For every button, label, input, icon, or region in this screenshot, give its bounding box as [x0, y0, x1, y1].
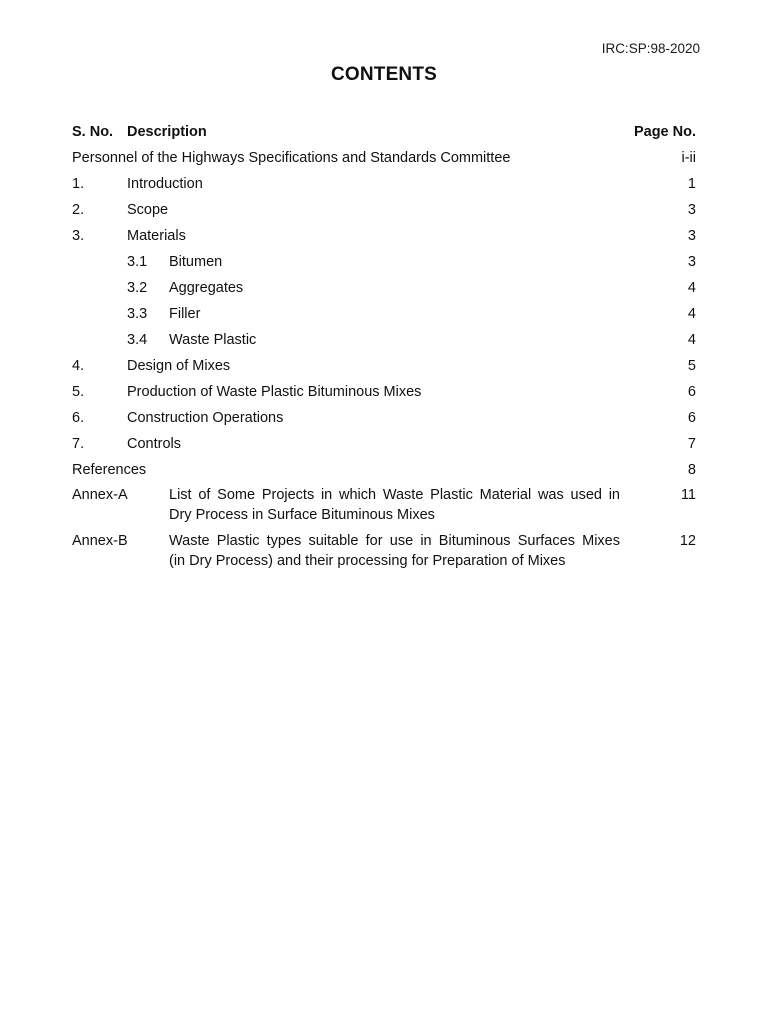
toc-entry-personnel[interactable] [72, 147, 696, 173]
toc-entry-subsection-3-3[interactable] [72, 303, 696, 329]
toc-entry-page: 6 [687, 384, 696, 400]
toc-entry-number: 3.2 [127, 280, 148, 296]
toc-entry-number: 3.4 [127, 332, 148, 348]
toc-entry-page: 3 [687, 254, 696, 270]
toc-entry-annex-b[interactable] [72, 531, 696, 577]
toc-entry-section-2[interactable] [72, 199, 696, 225]
toc-entry-page: 6 [687, 410, 696, 426]
toc-entry-title: Design of Mixes [127, 358, 231, 374]
toc-entry-title: Filler [169, 306, 201, 322]
toc-entry-number: 7. [72, 436, 85, 452]
toc-entry-number: 6. [72, 410, 85, 426]
toc-entry-number: 3.3 [127, 306, 148, 322]
toc-entry-section-6[interactable] [72, 407, 696, 433]
toc-entry-subsection-3-4[interactable] [72, 329, 696, 355]
toc-entry-title-line: Waste Plastic types suitable for use in Bituminous Surfaces Mixes [169, 533, 620, 549]
toc-entry-references[interactable] [72, 459, 696, 485]
toc-entry-section-3[interactable] [72, 225, 696, 251]
toc-entry-number: Annex-A [72, 487, 128, 503]
toc-entry-annex-a[interactable] [72, 485, 696, 531]
toc-entry-title [169, 485, 620, 525]
toc-entry-page: 1 [687, 176, 696, 192]
toc-entry-page: 4 [687, 332, 696, 348]
toc-entry-page: 7 [687, 436, 696, 452]
toc-entry-number: 3.1 [127, 254, 148, 270]
toc-entry-page: 3 [687, 202, 696, 218]
toc-entry-title-line: (in Dry Process) and their processing for Preparation of Mixes [169, 553, 566, 569]
toc-entry-title: Bitumen [169, 254, 223, 270]
toc-entry-page: 5 [687, 358, 696, 374]
toc-entry-page: 12 [679, 533, 696, 549]
toc-entry-number: 4. [72, 358, 85, 374]
toc-entry-section-4[interactable] [72, 355, 696, 381]
toc-entry-title: Production of Waste Plastic Bituminous Mixes [127, 384, 422, 400]
column-header-sno: S. No. [72, 124, 114, 140]
toc-entry-page: 11 [680, 487, 696, 503]
toc-entry-section-5[interactable] [72, 381, 696, 407]
toc-entry-title: Introduction [127, 176, 203, 192]
toc-header-row [72, 121, 696, 147]
column-header-description: Description [127, 124, 207, 140]
toc-entry-subsection-3-2[interactable] [72, 277, 696, 303]
toc-entry-title: Controls [127, 436, 181, 452]
toc-entry-title-line: List of Some Projects in which Waste Plastic Material was used in [169, 487, 620, 503]
toc-entry-number: Annex-B [72, 533, 128, 549]
toc-entry-number: 5. [72, 384, 85, 400]
toc-entry-title: References [72, 462, 147, 478]
toc-entry-page: 4 [687, 280, 696, 296]
toc-entry-page: 4 [687, 306, 696, 322]
toc-entry-page: i-ii [681, 150, 696, 166]
toc-entry-title: Construction Operations [127, 410, 284, 426]
toc-entry-title: Personnel of the Highways Specifications and Standards Committee [72, 150, 511, 166]
toc-entry-title-line: Dry Process in Surface Bituminous Mixes [169, 507, 435, 523]
toc-entry-section-1[interactable] [72, 173, 696, 199]
toc-entry-page: 8 [687, 462, 696, 478]
toc-entry-title: Aggregates [169, 280, 244, 296]
toc-entry-subsection-3-1[interactable] [72, 251, 696, 277]
toc-entry-number: 3. [72, 228, 85, 244]
toc-entry-title: Materials [127, 228, 186, 244]
toc-entry-number: 1. [72, 176, 85, 192]
document-code: IRC:SP:98-2020 [601, 41, 700, 56]
toc-entry-page: 3 [687, 228, 696, 244]
table-of-contents [72, 121, 696, 577]
toc-entry-title: Scope [127, 202, 169, 218]
toc-entry-title: Waste Plastic [169, 332, 257, 348]
toc-entry-title [169, 531, 620, 571]
toc-entry-section-7[interactable] [72, 433, 696, 459]
column-header-page: Page No. [633, 124, 696, 140]
page-title: CONTENTS [330, 64, 438, 85]
toc-entry-number: 2. [72, 202, 85, 218]
